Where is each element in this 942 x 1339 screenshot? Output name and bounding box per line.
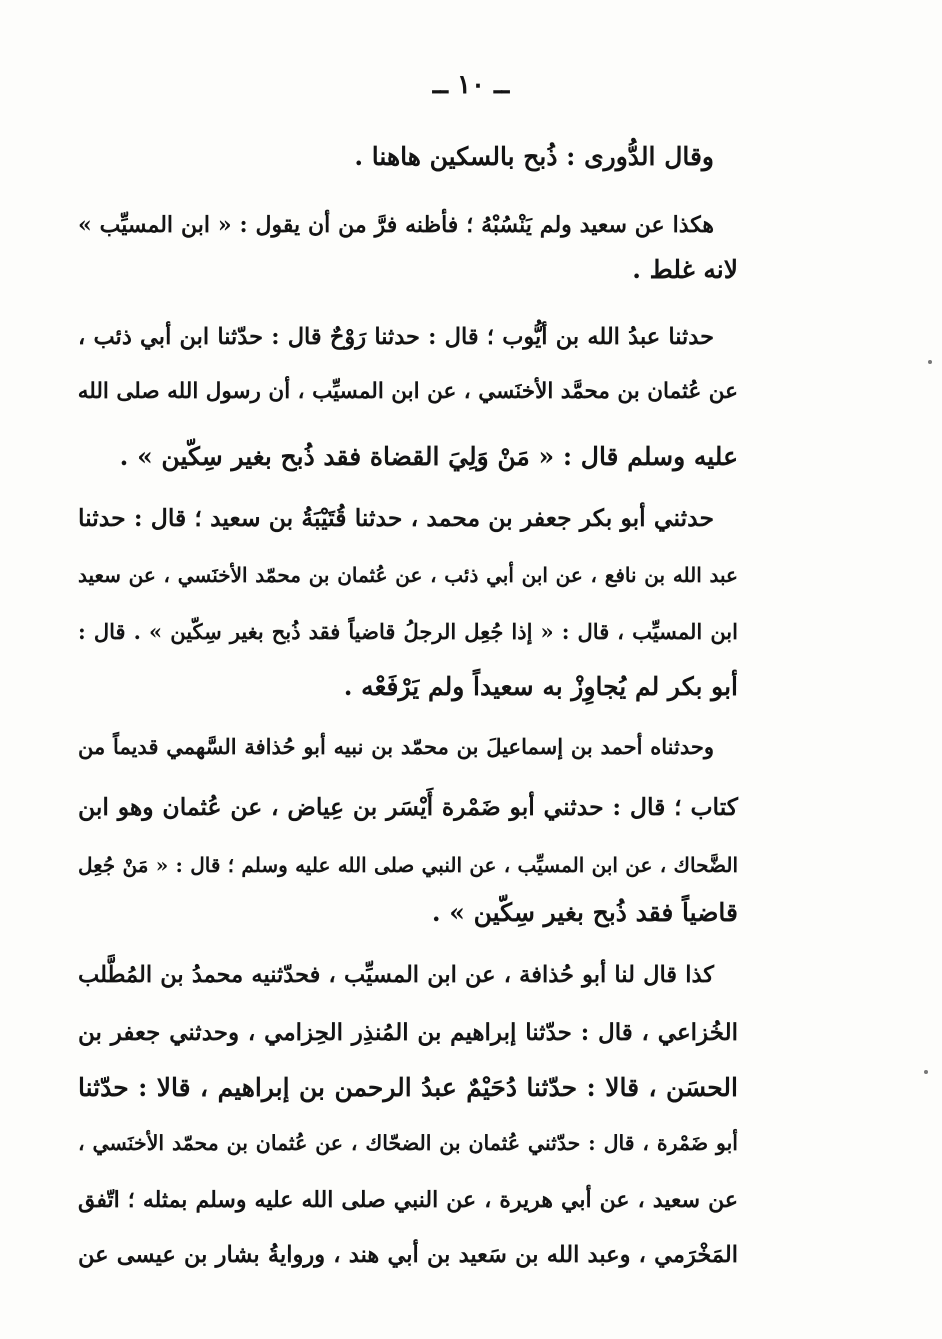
text-line: كذا قال لنا أبو حُذافة ، عن ابن المسيِّب ، فحدّثنيه محمدُ بن المُطَّلب: [78, 962, 714, 988]
text-line: حدثني أبو بكر جعفر بن محمد ، حدثنا قُتَيْبَةُ بن سعيد ؛ قال : حدثنا: [78, 504, 714, 532]
text-line: حدثنا عبدُ الله بن أيُّوب ؛ قال : حدثنا رَوْحٌ قال : حدّثنا ابن أبي ذئب ،: [78, 324, 714, 350]
text-line: وقال الدُّورى : ذُبح بالسكين هاهنا .: [354, 142, 714, 171]
text-line: ابن المسيِّب ، قال : « إذا جُعِل الرجلُ قاضياً فقد ذُبح بغير سِكّين » . قال :: [78, 619, 738, 644]
text-line: وحدثناه أحمد بن إسماعيلَ بن محمّد بن نبيه أبو حُذافة السَّهمي قديماً من: [78, 734, 714, 759]
text-line: الحسَن ، قالا : حدّثنا دُحَيْمٌ عبدُ الرحمن بن إبراهيم ، قالا : حدّثنا: [78, 1073, 738, 1102]
text-line: لانه غلط .: [632, 255, 738, 284]
text-line: عليه وسلم قال : « مَنْ وَلِيَ القضاة فقد ذُبح بغير سِكّين » .: [119, 442, 738, 471]
text-line: المَخْرَمي ، وعبد الله بن سَعيد بن أبي هند ، وروايةُ بشار بن عيسى عن: [78, 1242, 738, 1268]
page-number: ــ ١٠ ــ: [432, 70, 510, 100]
text-line: عبد الله بن نافع ، عن ابن أبي ذئب ، عن عُثمان بن محمّد الأخنَسي ، عن سعيد: [78, 563, 738, 587]
text-line: هكذا عن سعيد ولم يَنْسُبْهُ ؛ فأظنه فرَّ من أن يقول : « ابن المسيِّب »: [78, 212, 714, 238]
text-line: قاضياً فقد ذُبح بغير سِكّين » .: [431, 898, 738, 927]
text-line: أبو ضَمْرة ، قال : حدّثني عُثمان بن الضحّاك ، عن عُثمان بن محمّد الأخنَسي ،: [78, 1131, 738, 1155]
text-line: أبو بكر لم يُجاوِزْ به سعيداً ولم يَرْفَعْه .: [343, 672, 738, 701]
text-line: الضَّحاك ، عن ابن المسيِّب ، عن النبي صلى الله عليه وسلم ؛ قال : « مَنْ جُعِل: [78, 853, 738, 877]
text-line: عن عُثمان بن محمَّد الأخنَسي ، عن ابن المسيِّب ، أن رسول الله صلى الله: [77, 379, 738, 404]
margin-speck: [924, 1070, 928, 1074]
text-line: عن سعيد ، عن أبي هريرة ، عن النبي صلى الله عليه وسلم بمثله ؛ اتّفق: [78, 1187, 738, 1213]
text-line: كتاب ؛ قال : حدثني أبو ضَمْرة أَيْسَر بن عِياض ، عن عُثمان وهو ابن: [78, 793, 738, 821]
text-line: الخُزاعي ، قال : حدّثنا إبراهيم بن المُنذِر الحِزامي ، وحدثني جعفر بن: [78, 1019, 738, 1046]
margin-speck: [928, 360, 932, 364]
